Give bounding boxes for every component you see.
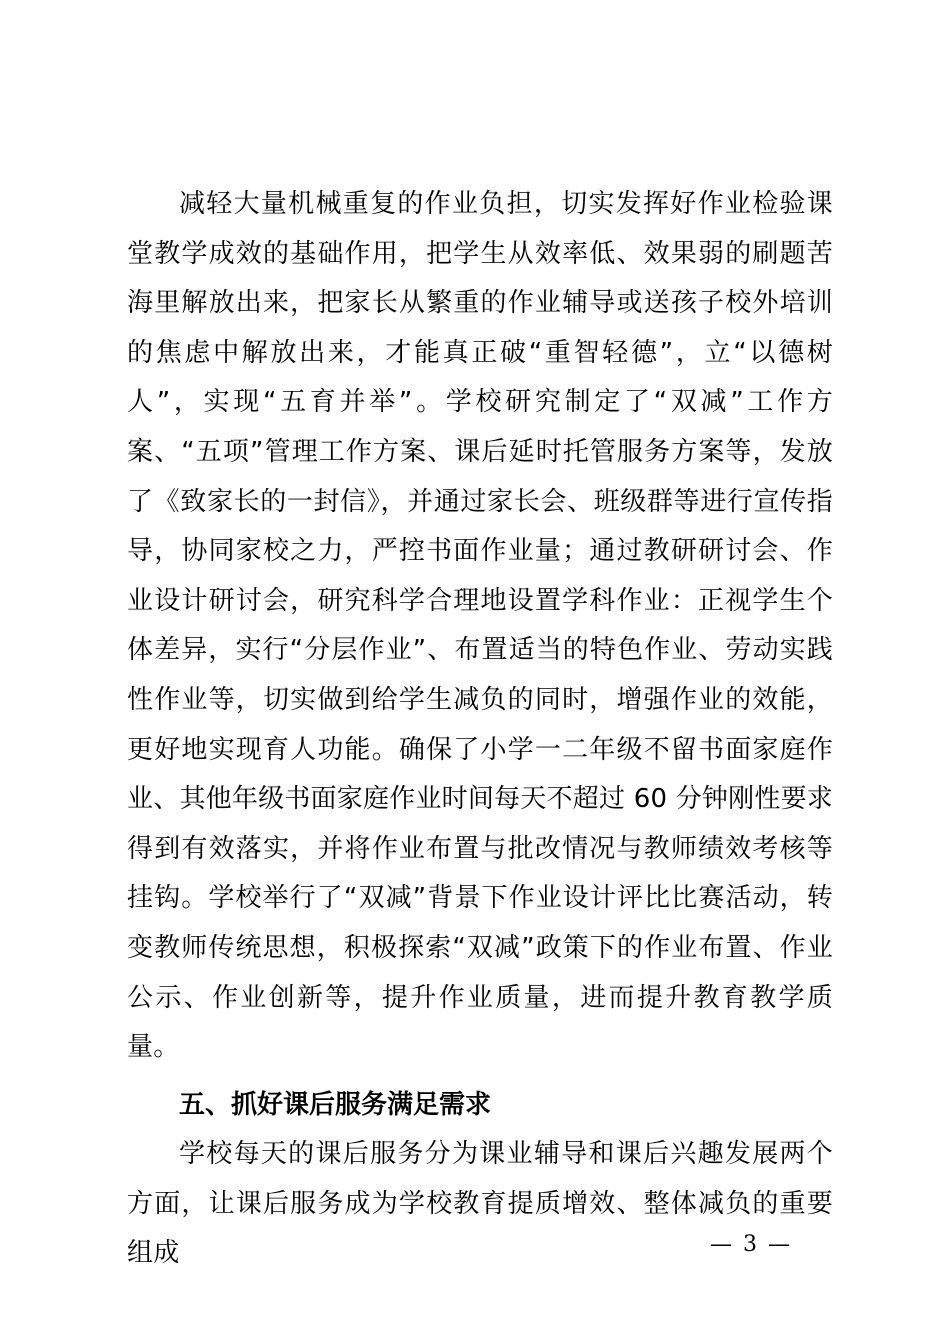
document-body <box>127 180 833 1279</box>
section-heading: 五、抓好课后服务满足需求 <box>179 1089 492 1120</box>
body-paragraph: 学校每天的课后服务分为课业辅导和课后兴趣发展两个方面，让课后服务成为学校教育提质增效、整体减负的重要组成 <box>127 1139 833 1269</box>
body-paragraph: 减轻大量机械重复的作业负担，切实发挥好作业检验课堂教学成效的基础作用，把学生从效率低、效果弱的刷题苦海里解放出来，把家长从繁重的作业辅导或送孩子校外培训的焦虑中解放出来，才能真正破“重智轻德”，立“以德树人”，实现“五育并举”。学校研究制定了“双减”工作方案、“五项”管理工作方案、课后延时托管服务方案等，发放了《致家长的一封信》，并通过家长会、班级群等进行宣传指导，协同家校之力，严控书面作业量；通过教研研讨会、作业设计研讨会，研究科学合理地设置学科作业：正视学生个体差异，实行“分层作业”、布置适当的特色作业、劳动实践性作业等，切实做到给学生减负的同时，增强作业的效能，更好地实现育人功能。确保了小学一二年级不留书面家庭作业、其他年级书面家庭作业时间每天不超过 60 分钟刚性要求得到有效落实，并将作业布置与批改情况与教师绩效考核等挂钩。学校举行了“双减”背景下作业设计评比比赛活动，转变教师传统思想，积极探索“双减”政策下的作业布置、作业公示、作业创新等，提升作业质量，进而提升教育教学质量。 <box>127 189 833 1063</box>
page-number: — 3 — <box>710 1232 792 1257</box>
